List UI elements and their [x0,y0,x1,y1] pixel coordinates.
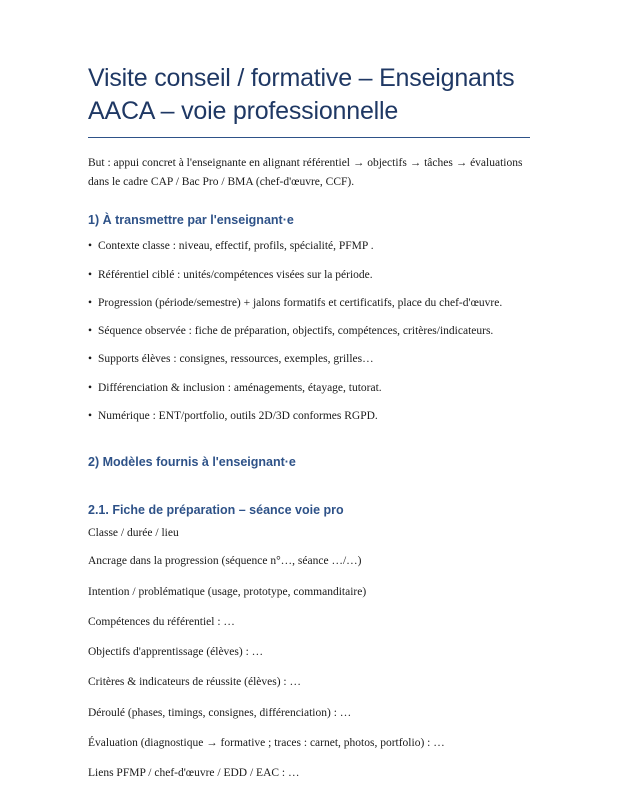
list-item: • Contexte classe : niveau, effectif, profils, spécialité, PFMP . [88,238,530,255]
list-item: Compétences du référentiel : … [88,615,235,628]
intro-line-1: But : appui concret à l'enseignante en alignant référentiel → objectifs → tâches → évaluations [88,157,523,169]
intro-paragraph [88,154,530,191]
page-title-line-1: Visite conseil / formative – Enseignants [88,64,515,92]
title-divider [88,137,530,138]
list-item: • Numérique : ENT/portfolio, outils 2D/3D conformes RGPD. [88,408,530,425]
list-item: • Séquence observée : fiche de préparation, objectifs, compétences, critères/indicateurs. [88,323,530,340]
section-1-heading: 1) À transmettre par l'enseignant·e [88,213,294,228]
section-2-1-heading: 2.1. Fiche de préparation – séance voie pro [88,503,344,517]
list-item: Déroulé (phases, timings, consignes, différenciation) : … [88,706,352,719]
list-item: Évaluation (diagnostique → formative ; traces : carnet, photos, portfolio) : … [88,736,445,749]
intro-line-2: dans le cadre CAP / Bac Pro / BMA (chef-d'œuvre, CCF). [88,175,355,188]
list-item: Objectifs d'apprentissage (élèves) : … [88,646,264,658]
list-item: Intention / problématique (usage, prototype, commanditaire) [88,585,367,598]
list-item: Classe / durée / lieu [88,527,179,539]
list-item: • Supports élèves : consignes, ressources, exemples, grilles… [88,351,530,368]
page-title [88,62,530,128]
section-1-list [88,238,530,425]
list-item: • Référentiel ciblé : unités/compétences visées sur la période. [88,267,530,284]
list-item: • Progression (période/semestre) + jalons formatifs et certificatifs, place du chef-d'œuvre. [88,295,530,312]
section-2-heading: 2) Modèles fournis à l'enseignant·e [88,455,296,469]
list-item: Liens PFMP / chef-d'œuvre / EDD / EAC : … [88,767,300,779]
list-item: Ancrage dans la progression (séquence n°…, séance …/…) [88,555,362,568]
section-2-1-field-list [88,525,530,782]
list-item: • Différenciation & inclusion : aménagements, étayage, tutorat. [88,380,530,397]
list-item: Critères & indicateurs de réussite (élèves) : … [88,676,301,689]
page-title-line-2: AACA – voie professionnelle [88,97,399,125]
